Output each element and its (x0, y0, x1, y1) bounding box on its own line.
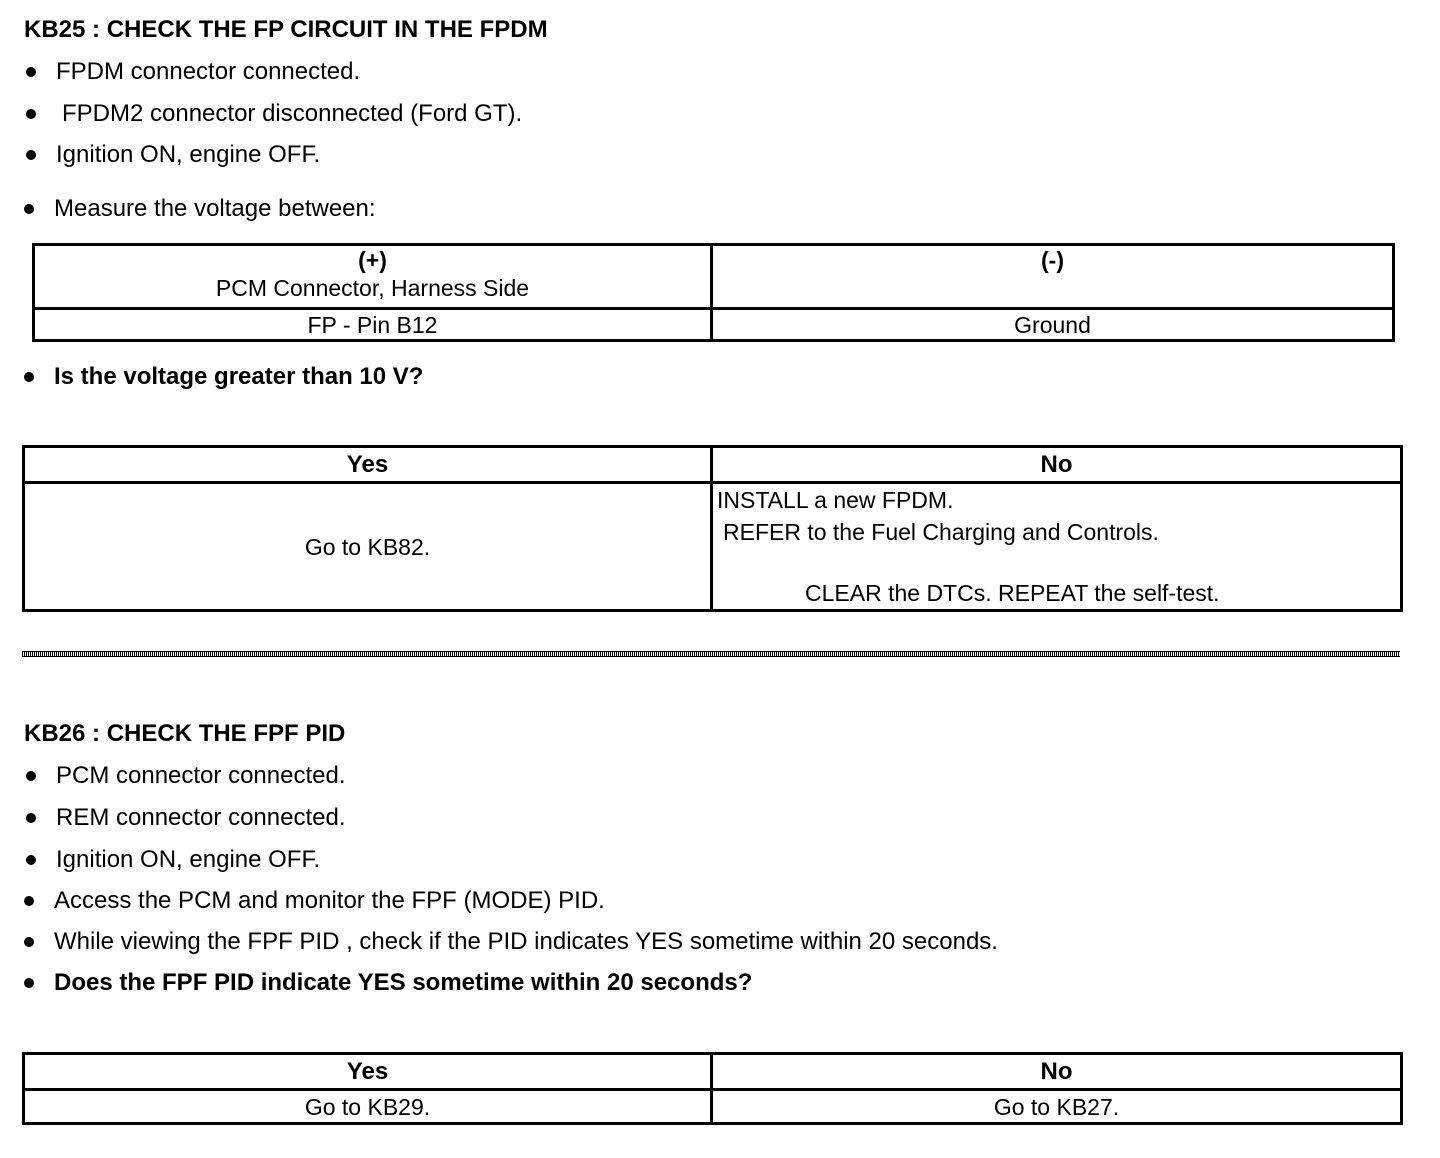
table-row (24, 447, 1402, 483)
plus-label: PCM Connector, Harness Side (215, 275, 530, 301)
bullet-icon (26, 771, 36, 781)
question-text: Does the FPF PID indicate YES sometime within 20 seconds? (54, 969, 753, 996)
kb25-step-1 (26, 58, 360, 86)
bullet-icon (24, 204, 34, 214)
kb26-step-2 (26, 804, 346, 832)
kb26-title: KB26 : CHECK THE FPF PID (24, 720, 346, 747)
kb26-result-table (22, 1052, 1403, 1125)
bullet-icon (26, 109, 36, 119)
yes-header: Yes (24, 447, 712, 483)
step-text: PCM connector connected. (56, 762, 346, 789)
table-row (34, 309, 1394, 341)
step-text: Access the PCM and monitor the FPF (MODE) PID. (54, 887, 605, 914)
bullet-icon (24, 978, 34, 988)
yes-action-cell: Go to KB29. (24, 1090, 712, 1124)
kb25-step-3 (26, 141, 320, 169)
no-action-line-1: INSTALL a new FPDM. (717, 487, 954, 513)
kb25-step-2 (26, 100, 522, 128)
minus-symbol: (-) (1041, 247, 1064, 273)
section-divider (22, 651, 1400, 657)
bullet-icon (24, 372, 34, 382)
step-text: REM connector connected. (56, 804, 346, 831)
kb25-result-table (22, 445, 1403, 612)
yes-action-cell: Go to KB82. (24, 483, 712, 611)
no-action-line-2: REFER to the Fuel Charging and Controls. (723, 519, 1159, 545)
no-header: No (712, 447, 1402, 483)
bullet-icon (24, 937, 34, 947)
kb25-title: KB25 : CHECK THE FP CIRCUIT IN THE FPDM (24, 16, 548, 43)
plus-value-cell: FP - Pin B12 (34, 309, 712, 341)
bullet-icon (24, 896, 34, 906)
step-text: Ignition ON, engine OFF. (56, 846, 321, 873)
step-text: While viewing the FPF PID , check if the PID indicates YES sometime within 20 seconds. (54, 928, 998, 955)
kb26-step-1 (26, 762, 346, 790)
no-action-cell (712, 483, 1402, 611)
question-text: Is the voltage greater than 10 V? (54, 363, 424, 390)
bullet-icon (26, 855, 36, 865)
step-text: FPDM2 connector disconnected (Ford GT). (62, 100, 523, 127)
minus-value-cell: Ground (712, 309, 1394, 341)
kb26-question (24, 969, 752, 997)
plus-header-cell (34, 245, 712, 309)
step-text: FPDM connector connected. (56, 58, 361, 85)
no-action-cell: Go to KB27. (712, 1090, 1402, 1124)
no-action-line-3: CLEAR the DTCs. REPEAT the self-test. (805, 580, 1220, 606)
bullet-icon (26, 67, 36, 77)
kb26-step-4 (24, 887, 605, 915)
kb25-measure-table (32, 243, 1395, 342)
table-row (24, 483, 1402, 611)
no-header: No (712, 1054, 1402, 1090)
yes-header: Yes (24, 1054, 712, 1090)
step-text: Ignition ON, engine OFF. (56, 141, 321, 168)
kb26-step-5 (24, 928, 998, 956)
plus-symbol: (+) (358, 247, 387, 273)
bullet-icon (26, 150, 36, 160)
kb25-question (24, 363, 423, 391)
table-row (24, 1090, 1402, 1124)
kb26-step-3 (26, 846, 320, 874)
bullet-icon (26, 813, 36, 823)
table-row (34, 245, 1394, 309)
minus-header-cell (712, 245, 1394, 309)
kb25-step-4 (24, 195, 376, 223)
step-text: Measure the voltage between: (54, 195, 376, 222)
table-row (24, 1054, 1402, 1090)
